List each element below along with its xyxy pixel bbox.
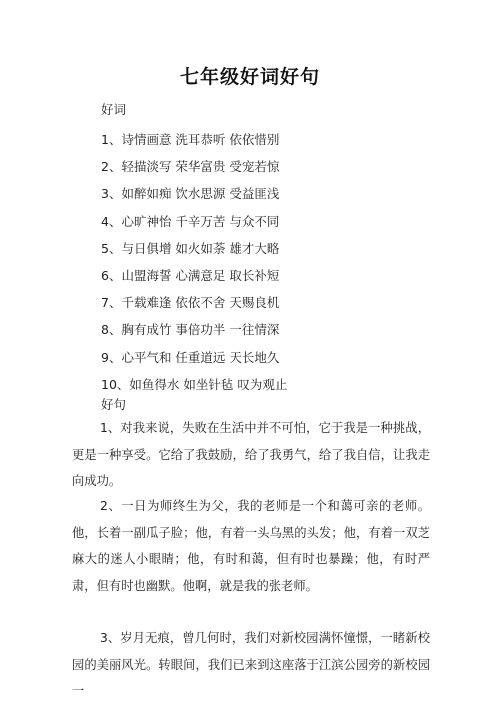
words-list [101, 126, 287, 398]
list-item: 9、心平气和 任重道远 天长地久 [101, 349, 280, 365]
list-item: 1、诗情画意 洗耳恭听 依依惜别 [101, 132, 280, 147]
list-item: 2、轻描淡写 荣华富贵 受宠若惊 [101, 159, 280, 175]
list-item: 5、与日俱增 如火如荼 雄才大略 [101, 240, 280, 256]
sentence-paragraph [72, 415, 430, 495]
sentence-text: 1、对我来说，失败在生活中并不可怕，它于我是一种挑战，更是一种享受。它给了我鼓励，给了我勇气，给了我自信，让我走向成功。 [72, 421, 430, 488]
sentence-text: 3、岁月无痕，曾几何时，我们对新校园满怀憧憬，一睹新校园的美丽风光。转眼间，我们已来到这座落于江滨公园旁的新校园一 [72, 631, 430, 698]
list-item: 7、千载难逢 依依不舍 天赐良机 [101, 295, 280, 311]
list-item: 6、山盟海誓 心满意足 取长补短 [101, 267, 280, 283]
sentences-heading: 好句 [101, 397, 127, 412]
sentence-paragraph [72, 493, 430, 599]
list-item: 3、如醉如痴 饮水思源 受益匪浅 [101, 186, 280, 202]
document-title: 七年级好词好句 [179, 66, 320, 88]
list-item: 8、胸有成竹 事倍功半 一往情深 [101, 322, 280, 338]
sentence-paragraph [72, 625, 430, 705]
sentence-text: 2、一日为师终生为父，我的老师是一个和蔼可亲的老师。他，长着一副瓜子脸；他，有着一头乌黑的头发；他，有着一双芝麻大的迷人小眼睛；他，有时和蔼，但有时也暴躁；他，有时严肃，但有时也幽默。他啊，就是我的张老师。 [72, 499, 430, 593]
words-heading: 好词 [101, 102, 127, 117]
list-item: 4、心旷神怡 千辛万苦 与众不同 [101, 213, 280, 229]
list-item: 10、如鱼得水 如坐针毡 叹为观止 [101, 376, 288, 392]
